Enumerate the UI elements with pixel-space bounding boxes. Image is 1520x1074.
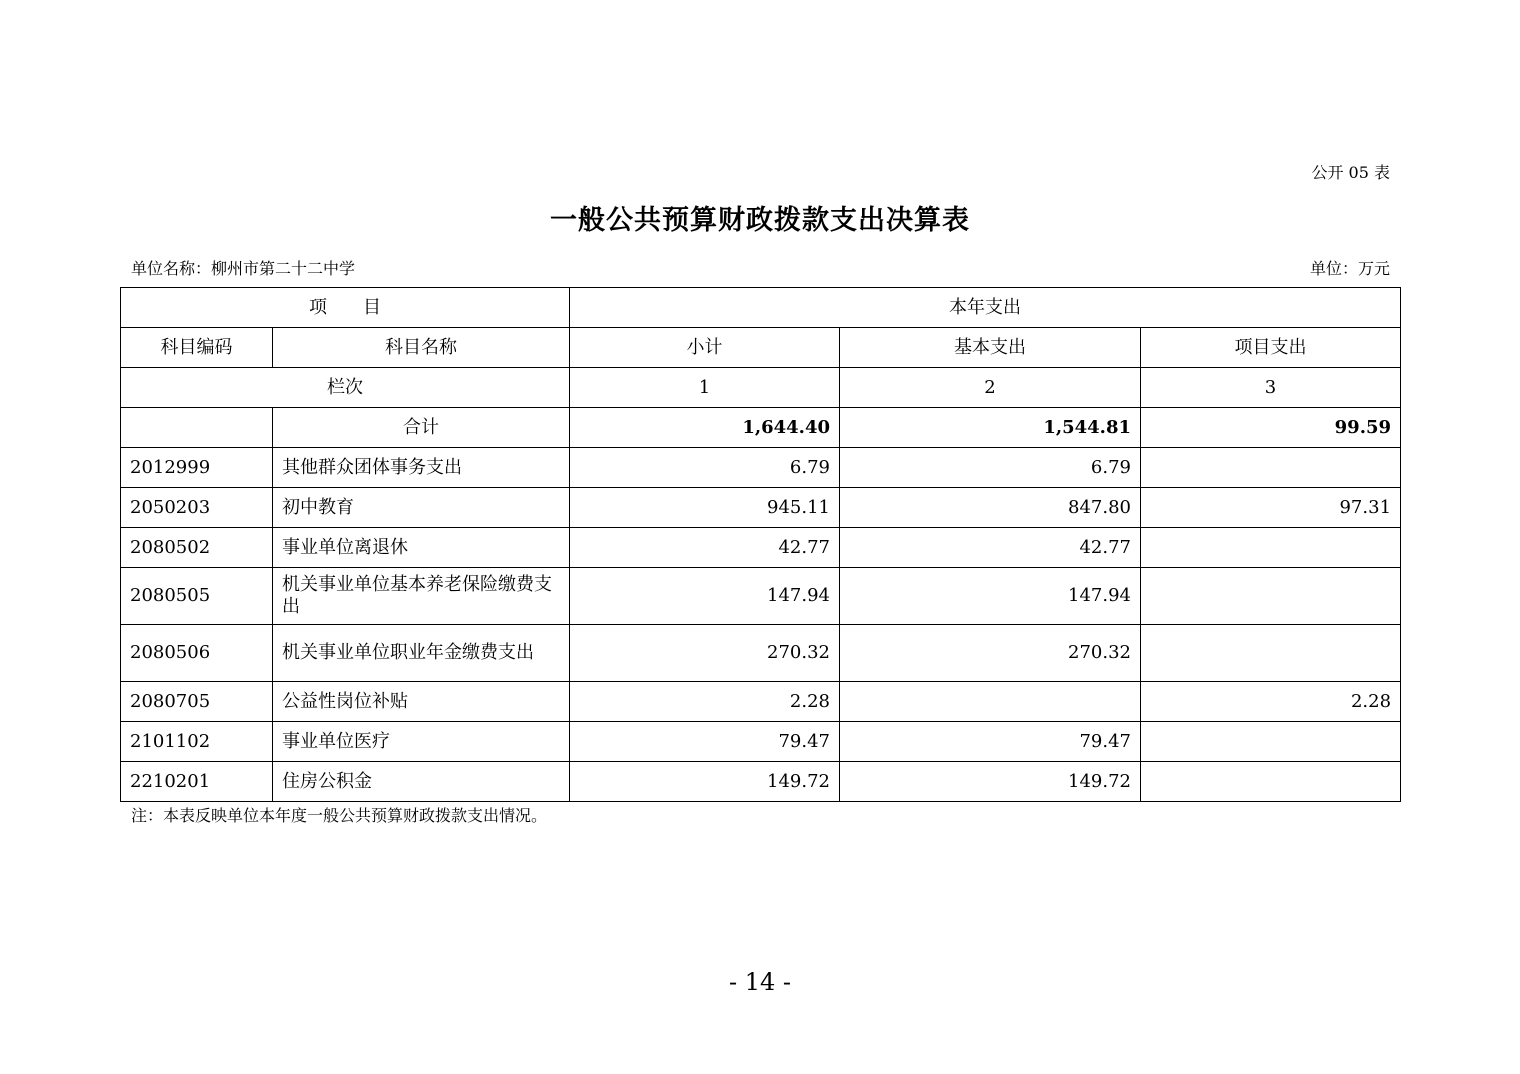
currency-unit: 单位：万元 — [1309, 259, 1390, 278]
subject-name: 机关事业单位基本养老保险缴费支出 — [273, 568, 570, 625]
header-subject-code: 科目编码 — [121, 328, 273, 368]
total-row — [121, 408, 1401, 448]
subject-code: 2080502 — [121, 528, 273, 568]
column-order-label: 栏次 — [121, 368, 570, 408]
project-value — [1141, 762, 1401, 802]
subject-code: 2012999 — [121, 448, 273, 488]
total-code — [121, 408, 273, 448]
header-subtotal: 小计 — [570, 328, 840, 368]
subtotal-value: 2.28 — [570, 682, 840, 722]
subject-name: 初中教育 — [273, 488, 570, 528]
table-note: 注：本表反映单位本年度一般公共预算财政拨款支出情况。 — [131, 806, 548, 825]
subject-name: 事业单位医疗 — [273, 722, 570, 762]
subject-name: 公益性岗位补贴 — [273, 682, 570, 722]
subtotal-value: 270.32 — [570, 625, 840, 682]
project-value: 2.28 — [1141, 682, 1401, 722]
basic-value: 42.77 — [840, 528, 1141, 568]
basic-value: 147.94 — [840, 568, 1141, 625]
total-label: 合计 — [273, 408, 570, 448]
column-order-row — [121, 368, 1401, 408]
project-value — [1141, 625, 1401, 682]
basic-value: 847.80 — [840, 488, 1141, 528]
basic-value: 149.72 — [840, 762, 1141, 802]
subtotal-value: 42.77 — [570, 528, 840, 568]
project-value — [1141, 568, 1401, 625]
header-current-year-expenditure: 本年支出 — [570, 288, 1401, 328]
table-row — [121, 625, 1401, 682]
header-item: 项 目 — [121, 288, 570, 328]
expenditure-table — [120, 287, 1401, 802]
table-row — [121, 568, 1401, 625]
subject-code: 2050203 — [121, 488, 273, 528]
subject-code: 2080505 — [121, 568, 273, 625]
basic-value: 270.32 — [840, 625, 1141, 682]
page-number: - 14 - — [728, 968, 791, 996]
header-basic-expenditure: 基本支出 — [840, 328, 1141, 368]
subject-code: 2101102 — [121, 722, 273, 762]
subtotal-value: 79.47 — [570, 722, 840, 762]
subject-name: 住房公积金 — [273, 762, 570, 802]
subject-code: 2080705 — [121, 682, 273, 722]
table-row — [121, 682, 1401, 722]
subtotal-value: 149.72 — [570, 762, 840, 802]
total-project: 99.59 — [1141, 408, 1401, 448]
subject-name: 其他群众团体事务支出 — [273, 448, 570, 488]
table-row — [121, 762, 1401, 802]
table-row — [121, 722, 1401, 762]
table-row — [121, 528, 1401, 568]
header-row-1 — [121, 288, 1401, 328]
subtotal-value: 147.94 — [570, 568, 840, 625]
total-basic: 1,544.81 — [840, 408, 1141, 448]
column-order-3: 3 — [1141, 368, 1401, 408]
table-row — [121, 488, 1401, 528]
unit-name: 单位名称：柳州市第二十二中学 — [131, 259, 356, 278]
subject-name: 事业单位离退休 — [273, 528, 570, 568]
subtotal-value: 6.79 — [570, 448, 840, 488]
subject-code: 2080506 — [121, 625, 273, 682]
header-row-2 — [121, 328, 1401, 368]
subject-name: 机关事业单位职业年金缴费支出 — [273, 625, 570, 682]
project-value — [1141, 448, 1401, 488]
header-project-expenditure: 项目支出 — [1141, 328, 1401, 368]
basic-value: 6.79 — [840, 448, 1141, 488]
project-value: 97.31 — [1141, 488, 1401, 528]
total-subtotal: 1,644.40 — [570, 408, 840, 448]
project-value — [1141, 722, 1401, 762]
basic-value — [840, 682, 1141, 722]
basic-value: 79.47 — [840, 722, 1141, 762]
subtotal-value: 945.11 — [570, 488, 840, 528]
project-value — [1141, 528, 1401, 568]
column-order-1: 1 — [570, 368, 840, 408]
column-order-2: 2 — [840, 368, 1141, 408]
form-number: 公开 05 表 — [1311, 163, 1390, 182]
header-subject-name: 科目名称 — [273, 328, 570, 368]
table-row — [121, 448, 1401, 488]
page-title: 一般公共预算财政拨款支出决算表 — [550, 205, 970, 236]
subject-code: 2210201 — [121, 762, 273, 802]
